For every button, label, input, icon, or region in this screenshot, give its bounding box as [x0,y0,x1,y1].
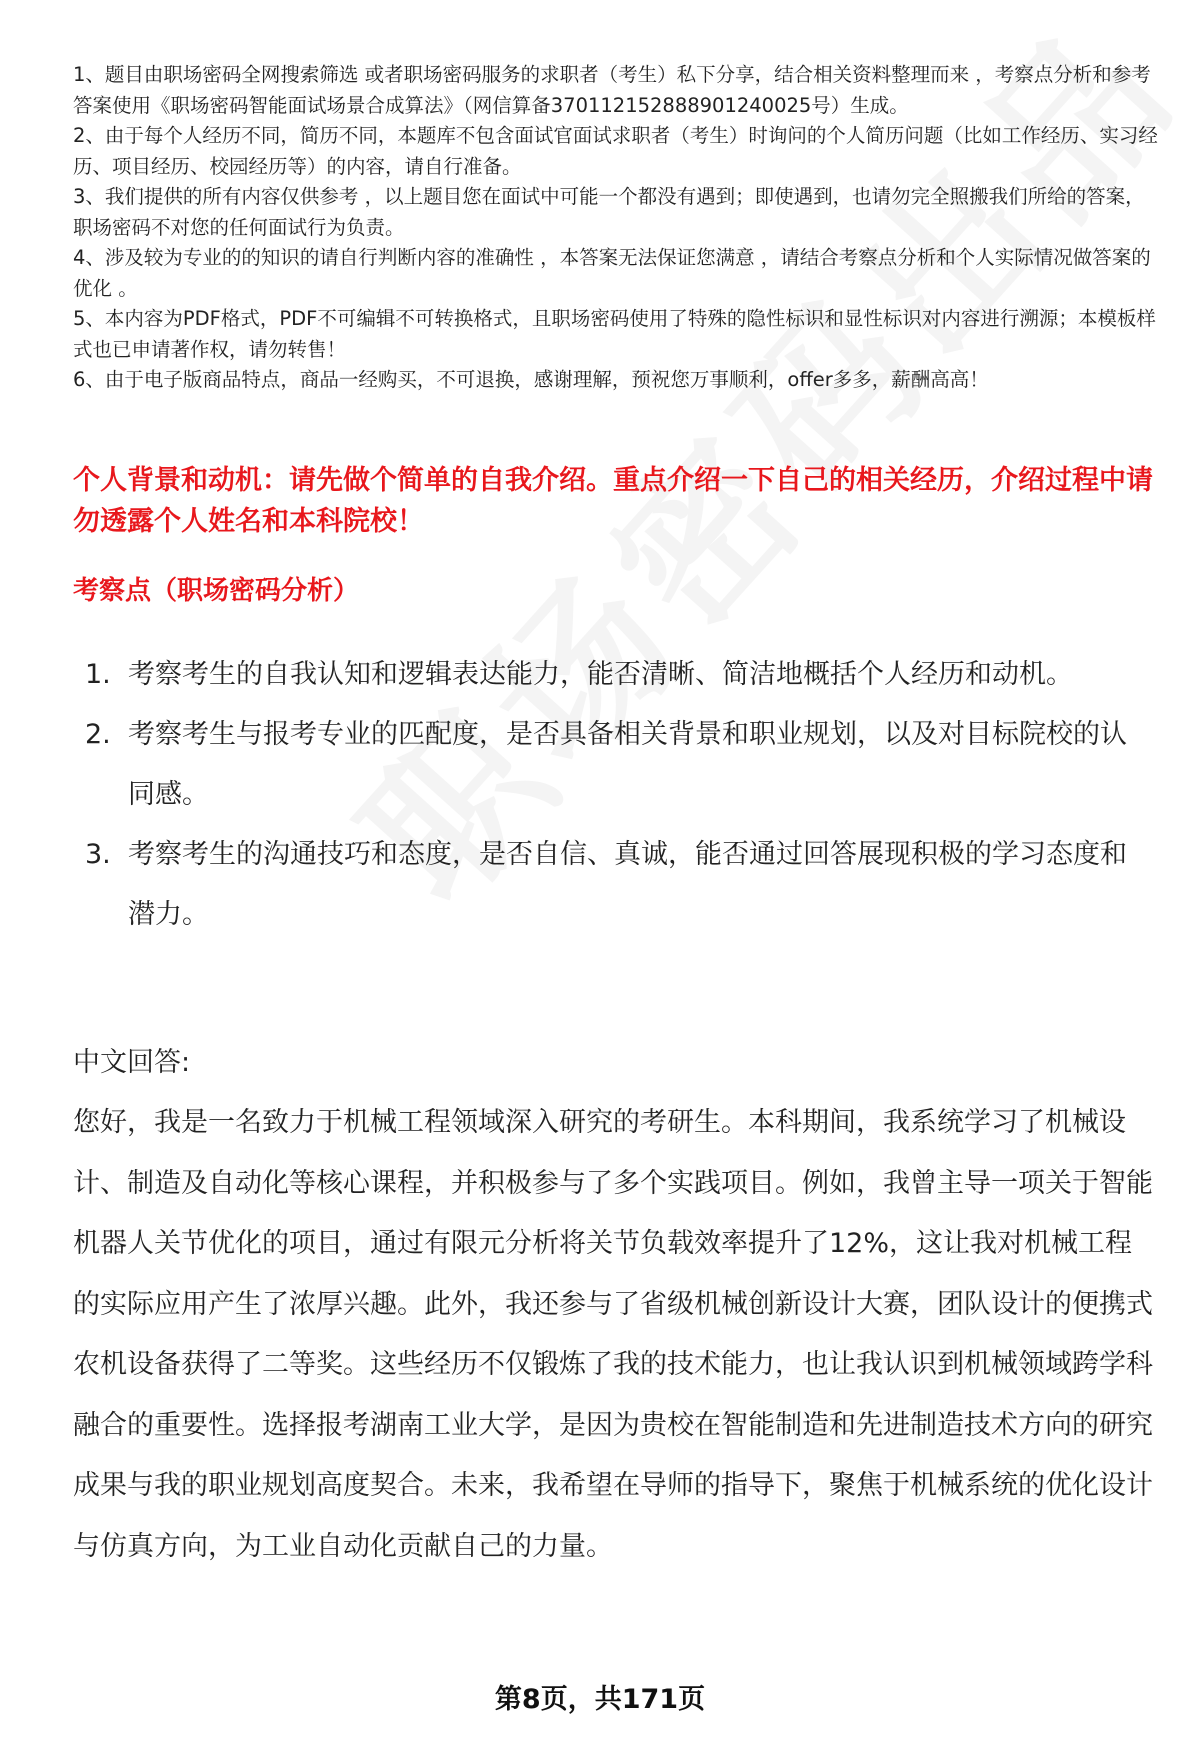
list-item-text: 考察考生的自我认知和逻辑表达能力，能否清晰、简洁地概括个人经历和动机。 [128,659,1073,690]
list-item-text: 考察考生的沟通技巧和态度，是否自信、真诚，能否通过回答展现积极的学习态度和潜力。 [128,839,1127,930]
answer-label: 中文回答: [73,1047,191,1078]
note-item: 6、由于电子版商品特点，商品一经购买，不可退换，感谢理解，预祝您万事顺利，offer多多，薪酬高高！ [73,368,989,391]
section-title: 考察点（职场密码分析） [73,576,360,606]
list-item [73,705,1153,825]
list-item-text: 考察考生与报考专业的匹配度，是否具备相关背景和职业规划，以及对目标院校的认同感。 [128,719,1127,810]
page-number: 第8页，共171页 [494,1684,706,1715]
note-item: 4、涉及较为专业的的知识的请自行判断内容的准确性 ，本答案无法保证您满意 ，请结合考察点分析和个人实际情况做答案的优化 。 [73,246,1151,300]
list-number: 1. [85,659,111,690]
list-item [73,825,1153,945]
assessment-points-list [73,645,1153,945]
note-item: 1、题目由职场密码全网搜索筛选 或者职场密码服务的求职者（考生）私下分享，结合相关资料整理而来 ，考察点分析和参考答案使用《职场密码智能面试场景合成算法》（网信算备370112152888901240025号）生成。 [73,63,1151,117]
answer-body: 您好，我是一名致力于机械工程领域深入研究的考研生。本科期间，我系统学习了机械设计、制造及自动化等核心课程，并积极参与了多个实践项目。例如，我曾主导一项关于智能机器人关节优化的项目，通过有限元分析将关节负载效率提升了12%，这让我对机械工程的实际应用产生了浓厚兴趣。此外，我还参与了省级机械创新设计大赛，团队设计的便携式农机设备获得了二等奖。这些经历不仅锻炼了我的技术能力，也让我认识到机械领域跨学科融合的重要性。选择报考湖南工业大学，是因为贵校在智能制造和先进制造技术方向的研究成果与我的职业规划高度契合。未来，我希望在导师的指导下，聚焦于机械系统的优化设计与仿真方向，为工业自动化贡献自己的力量。 [73,1107,1153,1562]
question-heading: 个人背景和动机：请先做个简单的自我介绍。重点介绍一下自己的相关经历，介绍过程中请勿透露个人姓名和本科院校！ [73,465,1153,537]
disclaimer-notes [73,60,1163,396]
list-number: 3. [85,839,111,870]
list-item [73,645,1153,705]
note-item: 5、本内容为PDF格式，PDF不可编辑不可转换格式，且职场密码使用了特殊的隐性标识和显性标识对内容进行溯源；本模板样式也已申请著作权，请勿转售！ [73,307,1156,361]
note-item: 3、我们提供的所有内容仅供参考 ，以上题目您在面试中可能一个都没有遇到；即使遇到，也请勿完全照搬我们所给的答案，职场密码不对您的任何面试行为负责。 [73,185,1145,239]
list-number: 2. [85,719,111,750]
note-item: 2、由于每个人经历不同，简历不同，本题库不包含面试官面试求职者（考生）时询问的个人简历问题（比如工作经历、实习经历、项目经历、校园经历等）的内容，请自行准备。 [73,124,1158,178]
